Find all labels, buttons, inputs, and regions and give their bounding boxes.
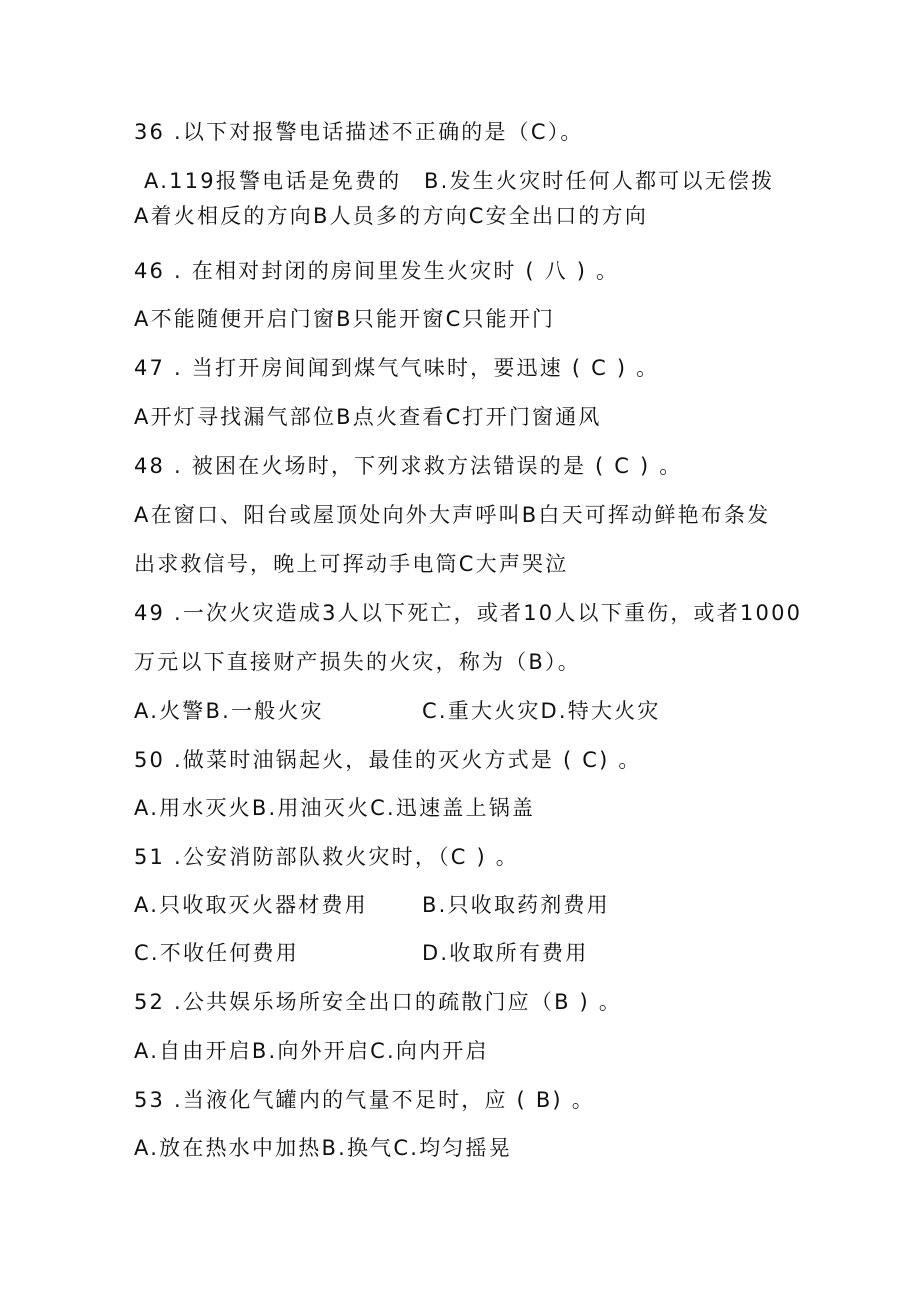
option-c: C.不收任何费用 — [134, 941, 299, 965]
question-47: 47 . 当打开房间闻到煤气气味时，要迅速 ( C ) 。 — [134, 356, 660, 380]
option-b: B.只收取药剂费用 — [422, 893, 610, 917]
question-50: 50 .做菜时油锅起火，最佳的灭火方式是 ( C) 。 — [134, 748, 642, 772]
question-49-line-2: 万元以下直接财产损失的火灾，称为（B）。 — [134, 650, 581, 674]
option-a: A.只收取灭火器材费用 — [134, 893, 368, 917]
question-48: 48 . 被困在火场时，下列求救方法错误的是 ( C ) 。 — [134, 454, 683, 478]
option-a: A.119报警电话是免费的 — [144, 169, 402, 193]
question-46: 46 . 在相对封闭的房间里发生火灾时 ( 八 ) 。 — [134, 259, 620, 283]
option-a: A.火警B.一般火灾 — [134, 699, 324, 723]
question-52: 52 .公共娱乐场所安全出口的疏散门应（B ) 。 — [134, 990, 623, 1014]
options-36-line-1 — [144, 167, 775, 195]
options-48-line-2: 出求救信号，晚上可挥动手电筒C大声哭泣 — [134, 552, 569, 576]
options-52: A.自由开启B.向外开启C.向内开启 — [134, 1039, 489, 1063]
options-46: A不能随便开启门窗B只能开窗C只能开门 — [134, 307, 556, 331]
question-51: 51 .公安消防部队救火灾时，（C ) 。 — [134, 845, 519, 869]
question-49-line-1: 49 .一次火灾造成3人以下死亡，或者10人以下重伤，或者1000 — [134, 601, 803, 625]
option-d: D.收取所有费用 — [422, 941, 589, 965]
question-36: 36 .以下对报警电话描述不正确的是（C）。 — [134, 120, 584, 144]
options-51-line-2 — [134, 939, 589, 967]
options-53: A.放在热水中加热B.换气C.均匀摇晃 — [134, 1136, 512, 1160]
options-49 — [134, 697, 661, 725]
options-47: A开灯寻找漏气部位B点火查看C打开门窗通风 — [134, 405, 602, 429]
options-line-2: A着火相反的方向B人员多的方向C安全出口的方向 — [134, 204, 649, 228]
question-53: 53 .当液化气罐内的气量不足时，应 ( B) 。 — [134, 1088, 595, 1112]
options-48-line-1: A在窗口、阳台或屋顶处向外大声呼叫B白天可挥动鲜艳布条发 — [134, 503, 771, 527]
option-b: B.发生火灾时任何人都可以无偿拨 — [424, 169, 775, 193]
options-50: A.用水灭火B.用油灭火C.迅速盖上锅盖 — [134, 796, 536, 820]
options-51-line-1 — [134, 891, 610, 919]
option-c: C.重大火灾D.特大火灾 — [422, 699, 661, 723]
